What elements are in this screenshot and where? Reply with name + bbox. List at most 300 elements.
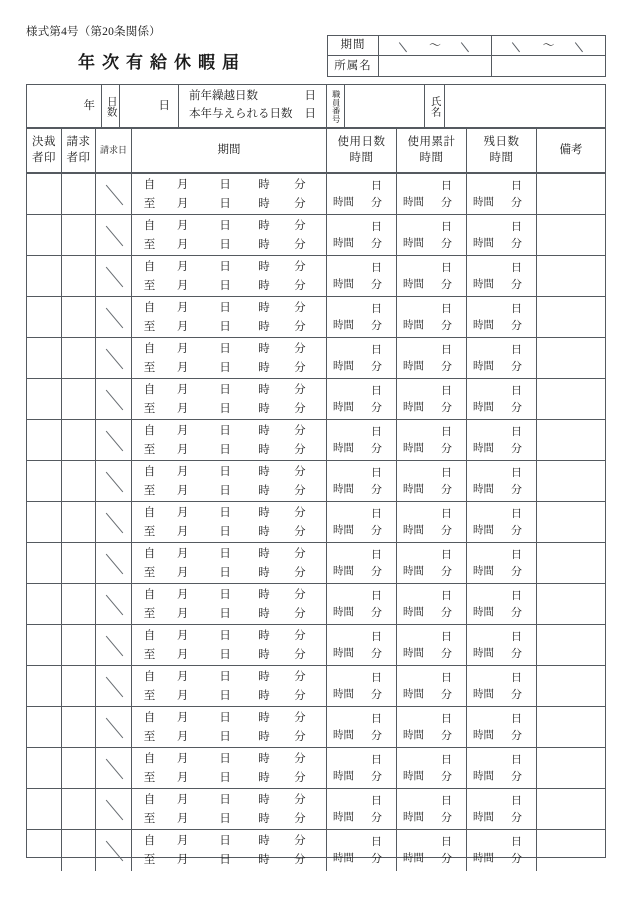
column-header-approver-seal: 決裁 者印 [27,129,61,173]
cumulative-minutes-unit: 分 [441,770,452,783]
used-minutes-unit: 分 [371,770,382,783]
cumulative-cell[interactable] [396,830,466,871]
approver-seal-cell[interactable] [27,420,61,461]
to-day-unit: 日 [219,197,231,210]
period-cell[interactable] [131,666,326,707]
cumulative-cell[interactable] [396,215,466,256]
name-field[interactable] [444,85,605,127]
from-month-unit: 月 [176,261,189,274]
used-cell[interactable] [326,338,396,379]
from-label: 自 [143,384,156,397]
used-hours-unit: 時間 [333,483,354,495]
cumulative-day-unit: 日 [441,385,452,397]
table-row [27,706,605,748]
to-minute-unit: 分 [294,279,306,292]
remarks-cell[interactable] [536,461,605,502]
table-row [27,542,605,584]
to-label: 至 [143,320,156,333]
period-date-cell-2[interactable] [491,36,605,56]
to-label: 至 [143,361,156,374]
cumulative-cell[interactable] [396,420,466,461]
cumulative-minutes-unit: 分 [441,237,452,250]
to-minute-unit: 分 [294,484,306,497]
requester-seal-cell[interactable] [61,543,95,584]
period-cell[interactable] [131,584,326,625]
requester-seal-cell[interactable] [61,338,95,379]
period-cell[interactable] [131,789,326,830]
cumulative-cell[interactable] [396,297,466,338]
cumulative-minutes-unit: 分 [441,483,452,496]
used-hours-unit: 時間 [333,278,354,290]
period-separator-1: ～ [428,38,441,52]
from-month-unit: 月 [176,425,189,438]
request-date-cell[interactable] [95,502,131,543]
from-minute-unit: 分 [294,425,306,438]
used-hours-unit: 時間 [333,565,354,577]
to-hour-unit: 時 [258,771,270,784]
remarks-cell[interactable] [536,666,605,707]
from-label: 自 [143,835,156,848]
requester-seal-cell[interactable] [61,789,95,830]
remarks-cell[interactable] [536,174,605,215]
cumulative-cell[interactable] [396,461,466,502]
requester-seal-cell[interactable] [61,666,95,707]
remaining-cell[interactable] [466,789,536,830]
from-day-unit: 日 [219,753,231,766]
from-label: 自 [143,343,156,356]
cumulative-day-unit: 日 [441,713,452,725]
approver-seal-cell[interactable] [27,174,61,215]
from-month-unit: 月 [176,671,189,684]
period-cell[interactable] [131,502,326,543]
remarks-cell[interactable] [536,543,605,584]
remaining-cell[interactable] [466,379,536,420]
to-minute-unit: 分 [294,607,306,620]
to-minute-unit: 分 [294,197,306,210]
remaining-minutes-unit: 分 [511,401,522,414]
to-day-unit: 日 [219,689,231,702]
table-row [27,501,605,543]
remarks-cell[interactable] [536,297,605,338]
from-day-unit: 日 [219,548,231,561]
cumulative-cell[interactable] [396,543,466,584]
approver-seal-cell[interactable] [27,748,61,789]
from-minute-unit: 分 [294,220,306,233]
remarks-cell[interactable] [536,707,605,748]
approver-seal-cell[interactable] [27,625,61,666]
from-day-unit: 日 [219,630,231,643]
period-from-line [140,750,316,768]
remaining-cell[interactable] [466,707,536,748]
date-slash-icon [104,226,124,246]
used-hours-unit: 時間 [333,606,354,618]
remaining-day-unit: 日 [511,549,522,561]
from-month-unit: 月 [176,753,189,766]
used-day-unit: 日 [371,426,382,438]
period-cell[interactable] [131,707,326,748]
used-day-unit: 日 [371,795,382,807]
remaining-cell[interactable] [466,256,536,297]
period-cell[interactable] [131,174,326,215]
requester-seal-cell[interactable] [61,748,95,789]
request-date-cell[interactable] [95,461,131,502]
approver-seal-cell[interactable] [27,502,61,543]
remaining-cell[interactable] [466,420,536,461]
table-row [27,460,605,502]
remaining-cell[interactable] [466,461,536,502]
used-minutes-unit: 分 [371,278,382,291]
period-to-line [140,769,316,787]
to-month-unit: 月 [176,443,189,456]
used-day-unit: 日 [371,754,382,766]
period-cell[interactable] [131,543,326,584]
cumulative-cell[interactable] [396,584,466,625]
to-day-unit: 日 [219,484,231,497]
remaining-hours-unit: 時間 [473,565,494,577]
to-hour-unit: 時 [258,730,270,743]
from-month-unit: 月 [176,630,189,643]
period-header-box [327,35,606,77]
year-field-cell[interactable] [27,85,101,127]
requester-seal-cell[interactable] [61,461,95,502]
from-label: 自 [143,425,156,438]
date-slash-icon [104,636,124,656]
leave-allowance-cell[interactable] [178,85,326,127]
requester-seal-cell[interactable] [61,625,95,666]
department-value-cell-2[interactable] [491,56,605,76]
cumulative-cell[interactable] [396,502,466,543]
from-hour-unit: 時 [258,835,270,848]
used-cell[interactable] [326,625,396,666]
requester-seal-cell[interactable] [61,420,95,461]
approver-seal-cell[interactable] [27,666,61,707]
used-minutes-unit: 分 [371,524,382,537]
remaining-cell[interactable] [466,543,536,584]
remaining-hours-unit: 時間 [473,319,494,331]
approver-seal-cell[interactable] [27,338,61,379]
request-date-cell[interactable] [95,666,131,707]
approver-seal-cell[interactable] [27,830,61,871]
from-minute-unit: 分 [294,302,306,315]
used-day-unit: 日 [371,631,382,643]
approver-seal-cell[interactable] [27,707,61,748]
remarks-cell[interactable] [536,748,605,789]
to-minute-unit: 分 [294,771,306,784]
approver-seal-cell[interactable] [27,789,61,830]
from-month-unit: 月 [176,384,189,397]
date-slash-icon [104,267,124,287]
remaining-day-unit: 日 [511,426,522,438]
remarks-cell[interactable] [536,830,605,871]
to-minute-unit: 分 [294,566,306,579]
used-day-unit: 日 [371,221,382,233]
to-label: 至 [143,812,156,825]
cumulative-cell[interactable] [396,707,466,748]
period-cell[interactable] [131,461,326,502]
used-cell[interactable] [326,543,396,584]
remaining-cell[interactable] [466,174,536,215]
request-date-cell[interactable] [95,625,131,666]
cumulative-minutes-unit: 分 [441,319,452,332]
period-cell[interactable] [131,256,326,297]
remarks-cell[interactable] [536,789,605,830]
from-month-unit: 月 [176,835,189,848]
from-day-unit: 日 [219,712,231,725]
approver-seal-cell[interactable] [27,379,61,420]
department-value-cell-1[interactable] [378,56,491,76]
request-date-cell[interactable] [95,215,131,256]
used-hours-unit: 時間 [333,770,354,782]
department-label-cell [328,56,378,76]
to-day-unit: 日 [219,771,231,784]
remaining-cell[interactable] [466,748,536,789]
to-hour-unit: 時 [258,853,270,866]
from-minute-unit: 分 [294,507,306,520]
date-slash-icon [104,390,124,410]
cumulative-cell[interactable] [396,666,466,707]
requester-seal-cell[interactable] [61,502,95,543]
request-date-cell[interactable] [95,543,131,584]
period-separator-2: ～ [542,38,555,52]
from-minute-unit: 分 [294,589,306,602]
used-cell[interactable] [326,461,396,502]
to-hour-unit: 時 [258,525,270,538]
remaining-day-unit: 日 [511,344,522,356]
request-date-cell[interactable] [95,174,131,215]
remarks-cell[interactable] [536,215,605,256]
cumulative-minutes-unit: 分 [441,278,452,291]
cumulative-hours-unit: 時間 [403,852,424,864]
remaining-day-unit: 日 [511,262,522,274]
cumulative-cell[interactable] [396,338,466,379]
used-cell[interactable] [326,707,396,748]
period-cell[interactable] [131,379,326,420]
period-cell[interactable] [131,830,326,871]
remarks-cell[interactable] [536,256,605,297]
period-cell[interactable] [131,215,326,256]
remaining-hours-unit: 時間 [473,811,494,823]
used-cell[interactable] [326,830,396,871]
request-date-cell[interactable] [95,748,131,789]
cumulative-minutes-unit: 分 [441,524,452,537]
cumulative-cell[interactable] [396,174,466,215]
requester-seal-cell[interactable] [61,256,95,297]
used-cell[interactable] [326,584,396,625]
period-cell[interactable] [131,748,326,789]
remaining-cell[interactable] [466,502,536,543]
to-label: 至 [143,402,156,415]
period-date-cell-1[interactable] [378,36,491,56]
to-minute-unit: 分 [294,320,306,333]
to-month-unit: 月 [176,361,189,374]
table-row [27,624,605,666]
remarks-cell[interactable] [536,584,605,625]
date-slash-icon-1 [397,39,411,53]
used-cell[interactable] [326,379,396,420]
remaining-cell[interactable] [466,625,536,666]
from-day-unit: 日 [219,425,231,438]
date-slash-icon [104,472,124,492]
used-cell[interactable] [326,789,396,830]
column-header-requester-seal: 請求 者印 [61,129,95,173]
to-minute-unit: 分 [294,730,306,743]
remaining-cell[interactable] [466,338,536,379]
cumulative-minutes-unit: 分 [441,401,452,414]
to-day-unit: 日 [219,566,231,579]
from-minute-unit: 分 [294,835,306,848]
remaining-cell[interactable] [466,830,536,871]
request-date-cell[interactable] [95,256,131,297]
requester-seal-cell[interactable] [61,297,95,338]
used-cell[interactable] [326,215,396,256]
remarks-cell[interactable] [536,338,605,379]
remaining-minutes-unit: 分 [511,852,522,865]
used-minutes-unit: 分 [371,811,382,824]
requester-seal-cell[interactable] [61,379,95,420]
request-date-cell[interactable] [95,584,131,625]
department-label: 所属名 [334,59,372,72]
from-minute-unit: 分 [294,466,306,479]
request-date-cell[interactable] [95,338,131,379]
used-day-unit: 日 [371,713,382,725]
requester-seal-cell[interactable] [61,707,95,748]
used-cell[interactable] [326,256,396,297]
date-slash-icon [104,759,124,779]
cumulative-hours-unit: 時間 [403,688,424,700]
name-label: 氏名 [429,95,441,117]
from-month-unit: 月 [176,466,189,479]
approver-seal-cell[interactable] [27,215,61,256]
approver-seal-cell[interactable] [27,256,61,297]
period-to-line [140,400,316,418]
used-day-unit: 日 [371,590,382,602]
form-number: 様式第4号（第20条関係） [26,26,161,38]
request-date-cell[interactable] [95,420,131,461]
days-value-cell[interactable] [119,85,178,127]
remarks-cell[interactable] [536,420,605,461]
from-hour-unit: 時 [258,425,270,438]
remaining-hours-unit: 時間 [473,688,494,700]
approver-seal-cell[interactable] [27,584,61,625]
requester-seal-cell[interactable] [61,215,95,256]
cumulative-day-unit: 日 [441,426,452,438]
remaining-cell[interactable] [466,584,536,625]
remaining-minutes-unit: 分 [511,647,522,660]
used-hours-unit: 時間 [333,811,354,823]
days-unit: 日 [158,99,170,112]
requester-seal-cell[interactable] [61,830,95,871]
cumulative-cell[interactable] [396,625,466,666]
period-to-line [140,277,316,295]
cumulative-hours-unit: 時間 [403,606,424,618]
request-date-cell[interactable] [95,830,131,871]
remaining-cell[interactable] [466,297,536,338]
request-date-cell[interactable] [95,379,131,420]
period-to-line [140,851,316,869]
to-minute-unit: 分 [294,402,306,415]
remaining-hours-unit: 時間 [473,852,494,864]
cumulative-cell[interactable] [396,379,466,420]
date-slash-icon-2 [459,39,473,53]
from-minute-unit: 分 [294,712,306,725]
approver-seal-cell[interactable] [27,543,61,584]
column-header-request-date: 請求日 [95,129,131,173]
remarks-cell[interactable] [536,625,605,666]
cumulative-cell[interactable] [396,748,466,789]
period-label-cell [328,36,378,56]
from-hour-unit: 時 [258,220,270,233]
used-hours-unit: 時間 [333,237,354,249]
remaining-day-unit: 日 [511,303,522,315]
date-slash-icon [104,308,124,328]
to-day-unit: 日 [219,853,231,866]
requester-seal-cell[interactable] [61,584,95,625]
period-cell[interactable] [131,297,326,338]
used-day-unit: 日 [371,836,382,848]
table-row [27,296,605,338]
remaining-day-unit: 日 [511,508,522,520]
employee-number-field[interactable] [344,85,424,127]
used-hours-unit: 時間 [333,319,354,331]
used-day-unit: 日 [371,508,382,520]
from-hour-unit: 時 [258,466,270,479]
remaining-day-unit: 日 [511,795,522,807]
remarks-cell[interactable] [536,379,605,420]
from-minute-unit: 分 [294,384,306,397]
period-cell[interactable] [131,625,326,666]
from-hour-unit: 時 [258,753,270,766]
remaining-minutes-unit: 分 [511,360,522,373]
cumulative-cell[interactable] [396,256,466,297]
approver-seal-cell[interactable] [27,297,61,338]
used-cell[interactable] [326,297,396,338]
remaining-day-unit: 日 [511,467,522,479]
carryover-row [189,88,318,106]
used-cell[interactable] [326,666,396,707]
used-cell[interactable] [326,174,396,215]
requester-seal-cell[interactable] [61,174,95,215]
used-cell[interactable] [326,502,396,543]
remaining-cell[interactable] [466,666,536,707]
to-month-unit: 月 [176,402,189,415]
cumulative-day-unit: 日 [441,590,452,602]
request-date-cell[interactable] [95,297,131,338]
remaining-day-unit: 日 [511,713,522,725]
request-date-cell[interactable] [95,789,131,830]
remaining-cell[interactable] [466,215,536,256]
from-month-unit: 月 [176,343,189,356]
to-hour-unit: 時 [258,648,270,661]
carryover-unit: 日 [304,90,316,103]
remarks-cell[interactable] [536,502,605,543]
period-to-line [140,523,316,541]
from-minute-unit: 分 [294,179,306,192]
used-cell[interactable] [326,748,396,789]
period-cell[interactable] [131,338,326,379]
used-cell[interactable] [326,420,396,461]
to-hour-unit: 時 [258,197,270,210]
cumulative-cell[interactable] [396,789,466,830]
remaining-day-unit: 日 [511,672,522,684]
from-label: 自 [143,630,156,643]
approver-seal-cell[interactable] [27,461,61,502]
cumulative-day-unit: 日 [441,549,452,561]
period-cell[interactable] [131,420,326,461]
request-date-cell[interactable] [95,707,131,748]
cumulative-hours-unit: 時間 [403,729,424,741]
remaining-minutes-unit: 分 [511,237,522,250]
used-day-unit: 日 [371,262,382,274]
